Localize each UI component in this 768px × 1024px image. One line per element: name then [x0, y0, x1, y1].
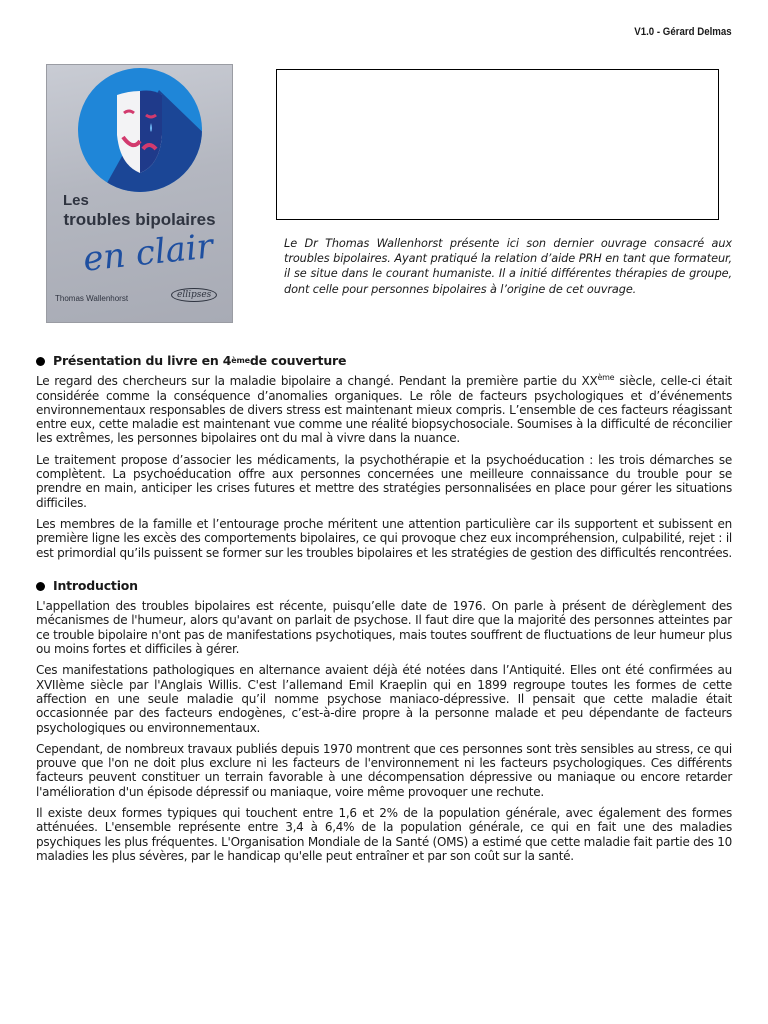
cover-title-line1: Les — [63, 192, 89, 209]
section-heading-introduction: Introduction — [36, 579, 732, 593]
paragraph: Les membres de la famille et l’entourage proche méritent une attention particulière car ils supportent et subissent en première ligne les excès des comportements bipolaires, ce qui provoque chez eux incompréhension, culpabilité, rejet : il est primordial qu’ils puissent se former sur les troubles bipolaires et les stratégies de gestion des difficultés rencontrées. — [36, 516, 732, 560]
cover-title-script: en clair — [81, 226, 215, 280]
bullet-icon — [36, 357, 45, 366]
paragraph: L'appellation des troubles bipolaires est récente, puisqu’elle date de 1976. On parle à présent de dérèglement des mécanismes de l'humeur, alors qu'avant on parlait de psychose. Il faut dire que la majorité des personnes atteintes par ce trouble bipolaire n'ont pas de manifestations psychotiques, mais toutes souffrent de fluctuations de leur humeur plus ou moins fortes et difficiles à gérer. — [36, 599, 732, 657]
paragraph: Ces manifestations pathologiques en alternance avaient déjà été notées dans l’Antiquité. Elles ont été confirmées au XVIIème siècle par l'Anglais Willis. C'est l’allemand Emil Kraeplin qui en 1899 regroupe toutes les formes de cette affection en une seule maladie qu’il nomme psychose maniaco-dépressive. Il pensait que cette maladie était occasionnée par des facteurs endogènes, c’est-à-dire propre à la personne malade et peu dépendante de facteurs psychologiques ou environnementaux. — [36, 663, 732, 735]
paragraph: Cependant, de nombreux travaux publiés depuis 1970 montrent que ces personnes sont très sensibles au stress, ce qui prouve que l'on ne doit plus exclure ni les facteurs de l'environnement ni les facteurs psychologiques. Ces différents facteurs peuvent constituer un terrain favorable à une décompensation dépressive ou maniaque ou encore retarder l'amélioration d'un épisode dépressif ou maniaque, voire même provoquer une rechute. — [36, 741, 732, 799]
publisher-logo: ellipses — [171, 288, 217, 302]
document-version: V1.0 - Gérard Delmas — [634, 26, 732, 38]
cover-title-line2: troubles bipolaires — [63, 210, 216, 229]
paragraph: Le regard des chercheurs sur la maladie bipolaire a changé. Pendant la première partie du XXème siècle, celle-ci était considérée comme la conséquence d’anomalies organiques. Le rôle de facteurs psychologiques et d’événements environnementaux responsables de divers stress est maintenant mieux compris. L’ensemble de ces facteurs réagissant entre eux, cette maladie est maintenant vue comme une réalité biopsychosociale. Soumises à la difficulté de réconcilier les extrêmes, les personnes bipolaires ont du mal à vivre dans la nuance. — [36, 373, 732, 446]
section-heading-presentation: Présentation du livre en 4 ème de couverture — [36, 354, 732, 368]
paragraph: Le traitement propose d’associer les médicaments, la psychothérapie et la psychoéducation : les trois démarches se complètent. La psychoéducation offre aux personnes concernées une meilleure connaissance du trouble pour se prendre en main, anticiper les crises futures et mettre des stratégies personnalisées en place pour gérer les situations difficiles. — [36, 452, 732, 510]
paragraph: Il existe deux formes typiques qui touchent entre 1,6 et 2% de la population générale, avec également des formes atténuées. L'ensemble représente entre 3,4 à 6,4% de la population générale, ce qui en fait une des maladies psychiques les plus fréquentes. L'Organisation Mondiale de la Santé (OMS) a estimé que cette maladie fait partie des 10 maladies les plus sévères, par le handicap qu'elle peut entraîner et par son coût sur la santé. — [36, 806, 732, 863]
bullet-icon — [36, 582, 45, 591]
cover-author: Thomas Wallenhorst — [55, 294, 129, 303]
document-body — [36, 350, 732, 870]
empty-frame — [276, 69, 719, 220]
book-cover-image — [46, 64, 233, 323]
author-bio: Le Dr Thomas Wallenhorst présente ici son dernier ouvrage consacré aux troubles bipolaires. Ayant pratiqué la relation d’aide PRH en tant que formateur, il se situe dans le courant humaniste. Il a initié différentes thérapies de groupe, dont celle pour personnes bipolaires à l’origine de cet ouvrage. — [284, 237, 732, 296]
